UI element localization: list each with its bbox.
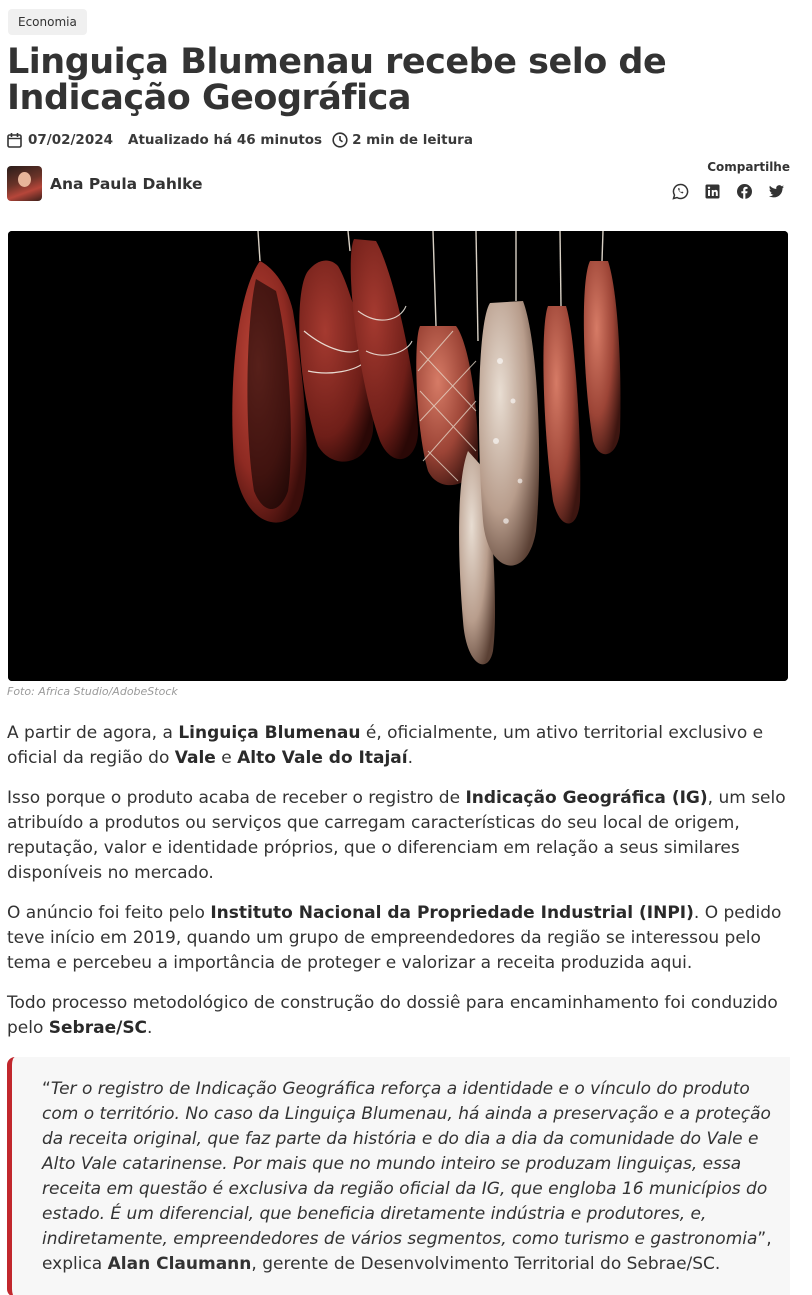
quote-text: Ter o registro de Indicação Geográfica reforça a identidade e o vínculo do produto com o território. No caso da Linguiça Blumenau, há ainda a preservação e a proteção da receita original, que faz parte da história e do dia a dia da comunidade do Vale e Alto Vale catarinense. Por mais que no mundo inteiro se produzam linguiças, essa receita em questão é exclusiva da região oficial da IG, que engloba 16 municípios do estado. É um diferencial, que beneficia diretamente indústria e produtores, e, indiretamente, empreendedores de vários segmentos, como turismo e gastronomia: [42, 1079, 771, 1249]
linkedin-icon[interactable]: [704, 183, 721, 200]
author-block[interactable]: [7, 166, 203, 201]
paragraph: A partir de agora, a Linguiça Blumenau é, oficialmente, um ativo territorial exclusivo e oficial da região do Vale e Alto Vale do Itajaí.: [7, 723, 764, 768]
quote-role: , gerente de Desenvolvimento Territorial do Sebrae/SC.: [251, 1254, 721, 1274]
hanging-sausages-photo: [8, 231, 788, 681]
whatsapp-icon[interactable]: [672, 183, 689, 200]
quote-speaker: Alan Claumann: [107, 1254, 252, 1274]
clock-icon: [332, 132, 348, 148]
calendar-icon: [7, 132, 22, 148]
author-name[interactable]: Ana Paula Dahlke: [50, 174, 203, 193]
image-caption: Foto: Africa Studio/AdobeStock: [7, 685, 178, 698]
paragraph: O anúncio foi feito pelo Instituto Nacional da Propriedade Industrial (INPI). O pedido teve início em 2019, quando um grupo de empreendedores da região se interessou pelo tema e percebeu a importância de proteger e valorizar a receita produzida aqui.: [7, 903, 782, 973]
hero-image: [8, 231, 788, 681]
paragraph: Todo processo metodológico de construção do dossiê para encaminhamento foi conduzido pelo Sebrae/SC.: [7, 993, 778, 1038]
avatar[interactable]: [7, 166, 42, 201]
publish-date: 07/02/2024: [28, 132, 114, 148]
share-label: Compartilhe: [707, 160, 790, 174]
article-meta: [7, 130, 473, 150]
facebook-icon[interactable]: [736, 183, 753, 200]
pull-quote: “Ter o registro de Indicação Geográfica reforça a identidade e o vínculo do produto com o território. No caso da Linguiça Blumenau, há ainda a preservação e a proteção da receita original, que faz parte da história e do dia a dia da comunidade do Vale e Alto Vale catarinense. Por mais que no mundo inteiro se produzam linguiças, essa receita em questão é exclusiva da região oficial da IG, que engloba 16 municípios do estado. É um diferencial, que beneficia diretamente indústria e produtores, e, indiretamente, empreendedores de vários segmentos, como turismo e gastronomia”, explica Alan Claumann, gerente de Desenvolvimento Territorial do Sebrae/SC.: [7, 1057, 790, 1295]
article-title: Linguiça Blumenau recebe selo de Indicação Geográfica: [7, 42, 667, 118]
reading-time: 2 min de leitura: [352, 132, 473, 148]
share-bar: [672, 183, 785, 200]
twitter-icon[interactable]: [768, 183, 785, 200]
article-body: [7, 721, 797, 1056]
category-badge[interactable]: Economia: [8, 9, 87, 35]
paragraph: Isso porque o produto acaba de receber o registro de Indicação Geográfica (IG), um selo atribuído a produtos ou serviços que carregam características do seu local de origem, reputação, valor e identidade próprios, que o diferenciam em relação a seus similares disponíveis no mercado.: [7, 788, 786, 883]
updated-time: Atualizado há 46 minutos: [128, 132, 323, 148]
